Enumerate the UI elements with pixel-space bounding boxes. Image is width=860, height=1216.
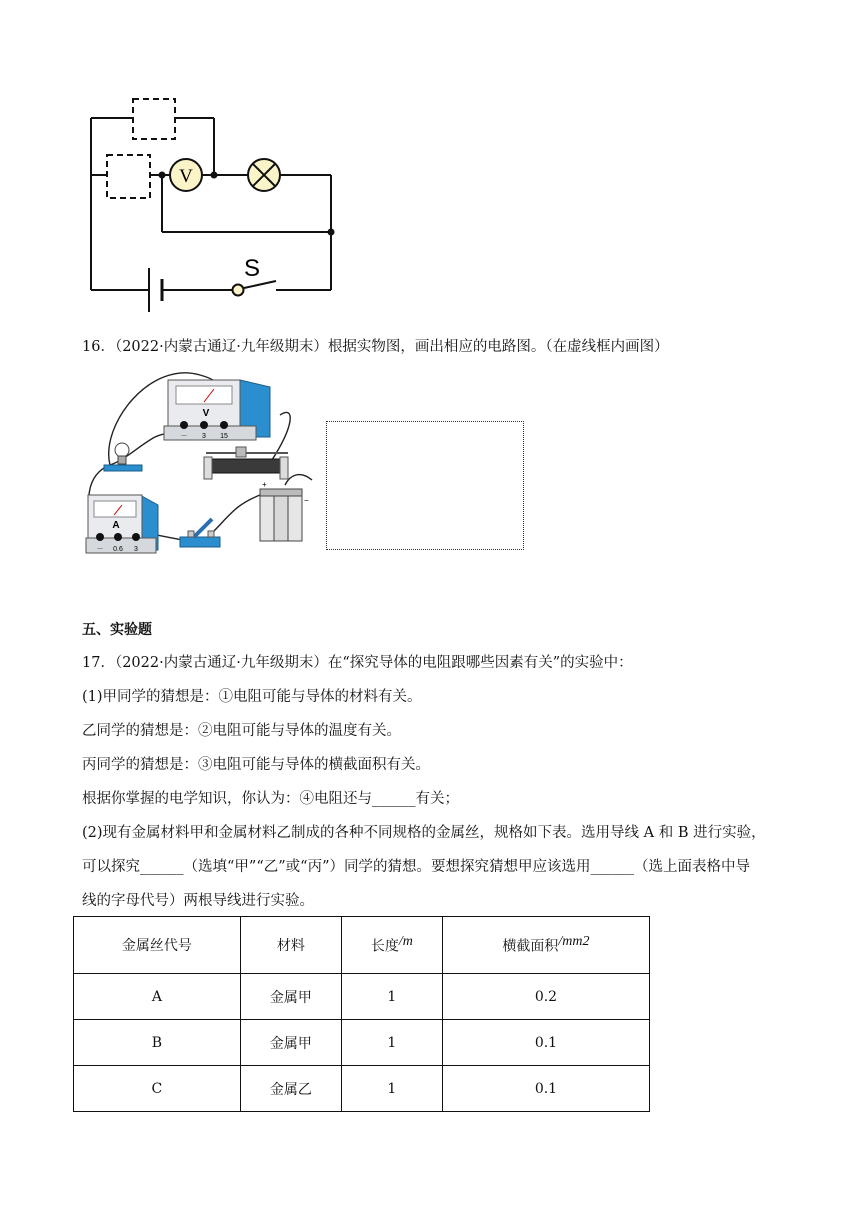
table-row (74, 1020, 650, 1066)
table-row (74, 1066, 650, 1112)
battery-device (260, 480, 309, 541)
circuit-diagram (0, 0, 860, 320)
battery-plus: + (262, 480, 267, 489)
table-cell: 金属甲 (240, 974, 341, 1020)
table-header-cell: 长度$^{/m}$ (341, 917, 442, 974)
rheostat-device (204, 447, 288, 479)
table-cell: 0.1 (442, 1066, 649, 1112)
voltmeter-tick-minus: － (180, 433, 188, 440)
table-header-cell: 横截面积$^{/mm2}$ (442, 917, 649, 974)
dashed-box-middle (107, 155, 150, 198)
question-17-line-6: 可以探究______（选填“甲”“乙”或“丙”）同学的猜想。要想探究猜想甲应该选用______（选上面表格中导 (82, 859, 750, 875)
table-cell: 金属乙 (240, 1066, 341, 1112)
voltmeter-symbol-label: V (179, 166, 193, 187)
question-17-line-3: 丙同学的猜想是：③电阻可能与导体的横截面积有关。 (82, 757, 430, 773)
table-cell: 0.1 (442, 1020, 649, 1066)
table-cell: C (74, 1066, 241, 1112)
dashed-box-top (133, 99, 175, 139)
table-header-cell: 材料 (240, 917, 341, 974)
table-cell: A (74, 974, 241, 1020)
ammeter-tick-3: 3 (134, 546, 138, 553)
section-title: 五、实验题 (82, 622, 152, 638)
physical-circuit-illustration (80, 365, 320, 565)
lamp-symbol (248, 159, 280, 191)
question-17-line-1: (1)甲同学的猜想是：①电阻可能与导体的材料有关。 (82, 689, 422, 705)
table-cell: 1 (341, 1066, 442, 1112)
area-unit: /mm2 (558, 934, 590, 950)
voltmeter-device (164, 380, 270, 440)
switch-pivot (233, 285, 244, 296)
table-header-row (74, 917, 650, 974)
question-17-intro: 17．（2022·内蒙古通辽·九年级期末）在“探究导体的电阻跟哪些因素有关”的实验中： (82, 655, 633, 671)
table-header-cell: 金属丝代号 (74, 917, 241, 974)
battery-minus: − (304, 496, 309, 505)
table-cell: 0.2 (442, 974, 649, 1020)
ammeter-tick-minus: － (96, 546, 104, 553)
wire-spec-table (73, 916, 650, 1112)
ammeter-device (86, 495, 158, 553)
question-16-text: 16．（2022·内蒙古通辽·九年级期末）根据实物图，画出相应的电路图。（在虚线框内画图） (82, 339, 669, 355)
drawing-answer-box[interactable] (326, 421, 524, 550)
voltmeter-device-label: V (202, 408, 210, 419)
table-cell: 1 (341, 974, 442, 1020)
table-row (74, 974, 650, 1020)
question-17-line-2: 乙同学的猜想是：②电阻可能与导体的温度有关。 (82, 723, 401, 739)
switch-label: S (243, 255, 261, 282)
ammeter-device-label: A (112, 520, 120, 531)
voltmeter-tick-3: 3 (202, 433, 206, 440)
table-cell: 1 (341, 1020, 442, 1066)
ammeter-tick-0-6: 0.6 (113, 546, 123, 553)
switch-device (180, 519, 220, 547)
question-17-line-4: 根据你掌握的电学知识，你认为：④电阻还与______有关； (82, 791, 459, 807)
length-unit: /m (398, 934, 413, 950)
question-17-line-7: 线的字母代号）两根导线进行实验。 (82, 893, 314, 909)
table-cell: 金属甲 (240, 1020, 341, 1066)
table-cell: B (74, 1020, 241, 1066)
question-17-line-5: (2)现有金属材料甲和金属材料乙制成的各种不同规格的金属丝，规格如下表。选用导线 A 和 B 进行实验， (82, 825, 766, 841)
voltmeter-tick-15: 15 (220, 433, 228, 440)
